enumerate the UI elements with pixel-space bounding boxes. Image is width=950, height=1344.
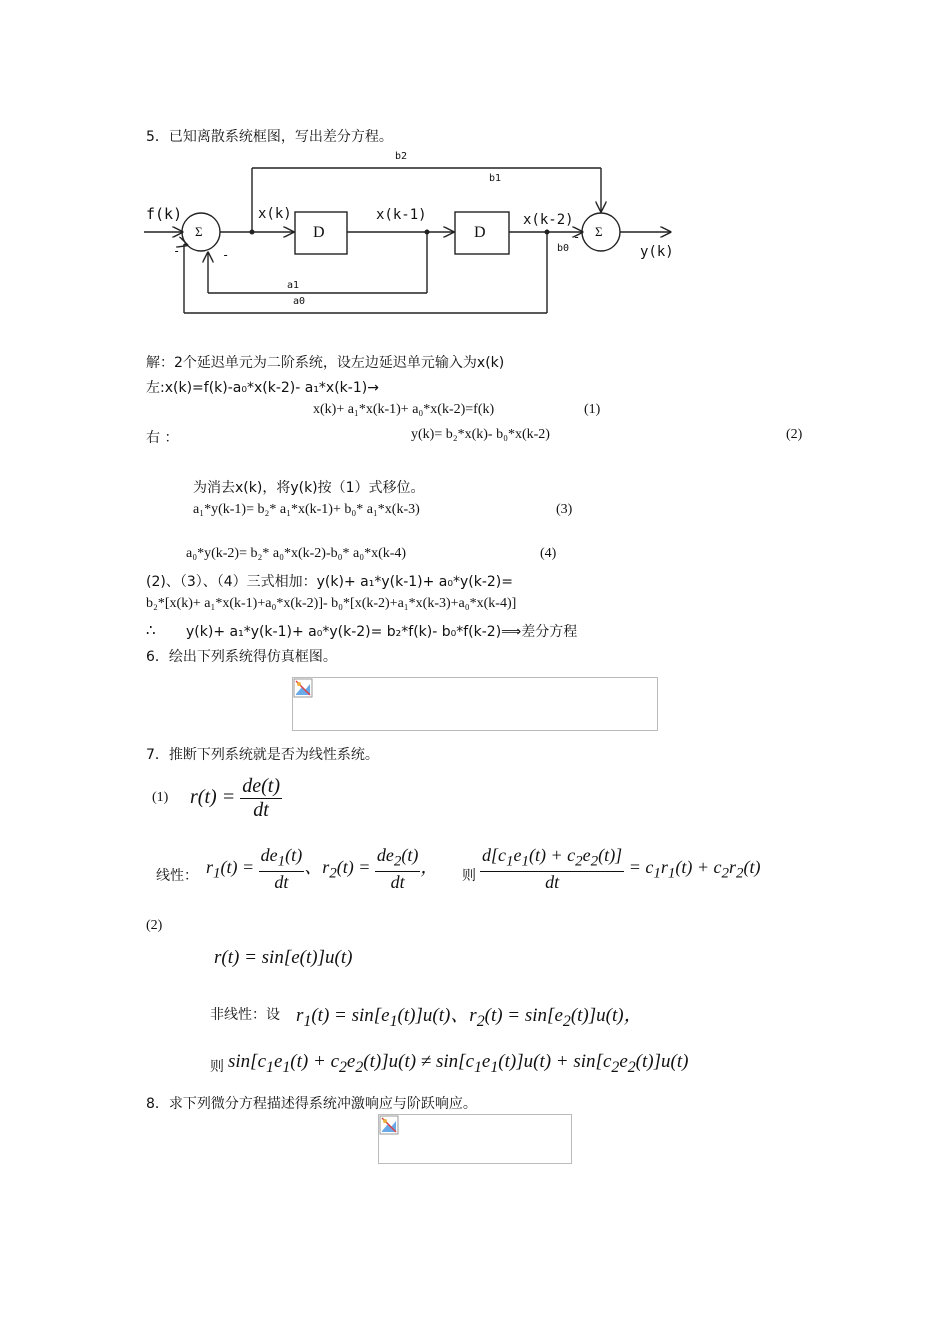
label-b0: b0 bbox=[557, 243, 570, 254]
delay-symbol-2: D bbox=[474, 224, 486, 241]
solution-line-3: x(k)+ a₁*x(k-1)+ a₀*x(k-2)=f(k) bbox=[313, 402, 495, 417]
q8-title: 8．求下列微分方程描述得系统冲激响应与阶跃响应。 bbox=[146, 1096, 477, 1112]
broken-image-frame-q6 bbox=[292, 677, 658, 731]
q5-title: 5．已知离散系统框图，写出差分方程。 bbox=[146, 129, 393, 145]
q7-linear-result: $\frac{d[c_1e_1(t) + c_2e_2(t)]}{dt}$ = $c_1r_1(t) + c_2r_2(t)$ bbox=[482, 845, 761, 892]
solution-line-6: a₁*y(k-1)= b₂* a₁*x(k-1)+ b₀* a₁*x(k-3) bbox=[193, 502, 420, 517]
solution-line-7: a₀*y(k-2)= b₂* a₀*x(k-2)-b₀* a₀*x(k-4) bbox=[186, 546, 407, 561]
q7-part2-label: (2) bbox=[146, 918, 163, 933]
label-xk: x(k) bbox=[258, 206, 292, 222]
q7-nonlinear-result: $\sin[c_1e_1(t) + c_2e_2(t)]u(t) \ne \sin[c_1e_1(t)]u(t) + \sin[c_2e_2(t)]u(t)$ bbox=[228, 1051, 689, 1076]
q7-nonlinear-eq: $r_1(t) = \sin[e_1(t)]u(t)$、$r_2(t) = \sin[e_2(t)]u(t)$， bbox=[296, 1005, 643, 1030]
solution-line-2: 左:x(k)=f(k)-a₀*x(k-2)- a₁*x(k-1)→ bbox=[146, 380, 379, 396]
label-b2: b2 bbox=[395, 151, 408, 162]
eq-number-4: (4) bbox=[540, 546, 557, 561]
label-a1: a1 bbox=[287, 280, 300, 291]
label-b1: b1 bbox=[489, 173, 502, 184]
solution-line-10: y(k)+ a₁*y(k-1)+ a₀*y(k-2)= b₂*f(k)- b₀*f(k-2)⟹差分方程 bbox=[186, 624, 578, 640]
sum-symbol-right: Σ bbox=[595, 224, 603, 239]
minus-sign-2: - bbox=[222, 248, 230, 262]
q7-linear-eq: $r_1(t)$ = $\frac{de_1(t)}{dt}$ 、$r_2(t)$ = $\frac{de_2(t)}{dt}$ ， bbox=[206, 845, 439, 892]
minus-sign-3: - bbox=[573, 230, 581, 244]
broken-image-icon bbox=[293, 678, 313, 698]
solution-line-4: y(k)= b₂*x(k)- b₀*x(k-2) bbox=[411, 427, 550, 442]
delay-symbol-1: D bbox=[313, 224, 325, 241]
solution-line-5: 为消去x(k)，将y(k)按（1）式移位。 bbox=[193, 480, 425, 496]
sum-symbol-left: Σ bbox=[195, 224, 203, 239]
eq-number-2: (2) bbox=[786, 427, 803, 442]
q7-then-1: 则 bbox=[462, 868, 476, 884]
q7-eq2: r(t) = sin[e(t)]u(t) bbox=[214, 947, 353, 968]
solution-right-label: 右 ： bbox=[146, 430, 179, 446]
solution-line-1: 解：2个延迟单元为二阶系统，设左边延迟单元输入为x(k) bbox=[146, 355, 505, 371]
solution-line-9: b₂*[x(k)+ a₁*x(k-1)+a₀*x(k-2)]- b₀*[x(k-2)+a₁*x(k-3)+a₀*x(k-4)] bbox=[146, 596, 517, 611]
broken-image-frame-q8 bbox=[378, 1114, 572, 1164]
q7-nonlinear-label: 非线性：设 bbox=[210, 1007, 280, 1023]
eq-number-1: (1) bbox=[584, 402, 601, 417]
q7-part1-label: (1) bbox=[152, 790, 169, 805]
eq-number-3: (3) bbox=[556, 502, 573, 517]
solution-line-8: (2)、（3）、（4）三式相加：y(k)+ a₁*y(k-1)+ a₀*y(k-2)= bbox=[146, 574, 513, 590]
q7-linear-label: 线性： bbox=[156, 868, 198, 884]
therefore-symbol: ∴ bbox=[146, 623, 156, 639]
q7-then-2: 则 bbox=[210, 1059, 224, 1075]
broken-image-icon bbox=[379, 1115, 399, 1135]
minus-sign-1: - bbox=[173, 244, 181, 258]
label-xk2: x(k-2) bbox=[523, 212, 574, 228]
label-a0: a0 bbox=[293, 296, 306, 307]
q7-title: 7．推断下列系统就是否为线性系统。 bbox=[146, 747, 379, 763]
label-input-fk: f(k) bbox=[146, 205, 183, 223]
q7-eq1: r(t) = $\frac{de(t)}{dt}$ bbox=[190, 775, 280, 821]
q6-title: 6．绘出下列系统得仿真框图。 bbox=[146, 649, 337, 665]
label-output-yk: y(k) bbox=[640, 244, 674, 260]
label-xk1: x(k-1) bbox=[376, 207, 427, 223]
